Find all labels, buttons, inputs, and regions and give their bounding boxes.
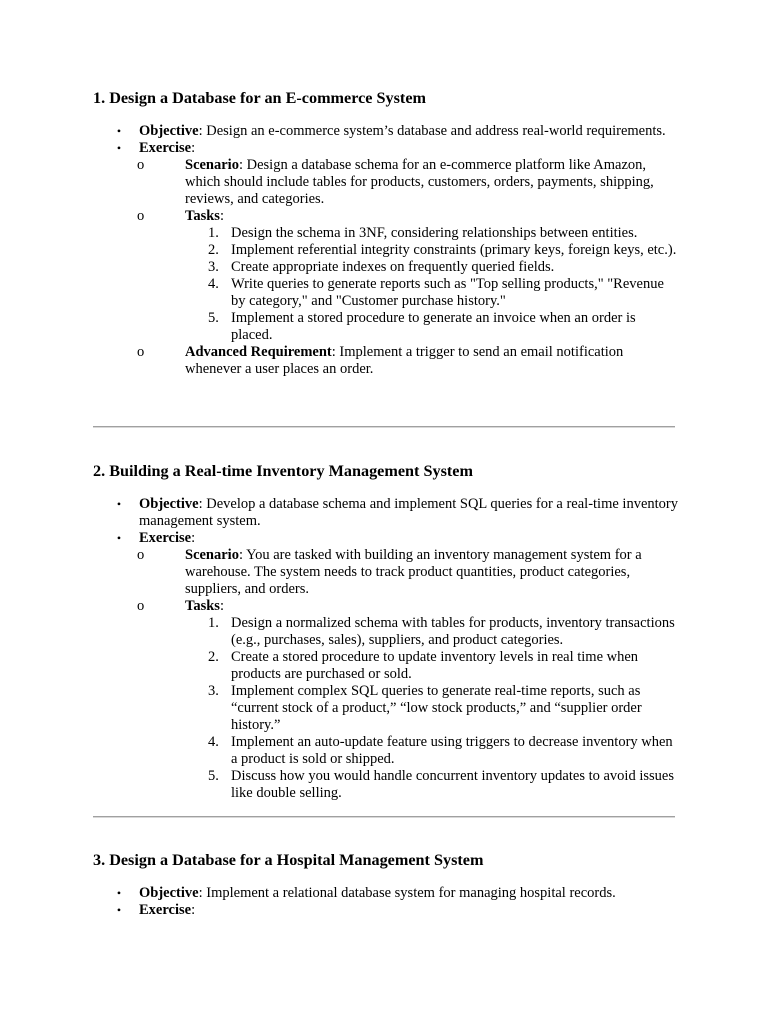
task-item <box>185 242 677 259</box>
list-item <box>138 344 677 378</box>
task-item <box>185 615 677 649</box>
circle-bullet-icon: o <box>137 157 145 173</box>
objective-label: Objective <box>139 123 199 139</box>
objective-label: Objective <box>139 496 199 512</box>
task-number: 3. <box>208 259 219 275</box>
section-1 <box>93 88 678 378</box>
bullet-icon: • <box>116 886 122 900</box>
circle-bullet-icon: o <box>137 208 145 224</box>
section-3 <box>93 850 678 919</box>
tasks-colon: : <box>219 598 224 614</box>
tasks-label: Tasks <box>185 208 220 224</box>
scenario-text: : You are tasked with building an inventory management system for a warehouse. The system needs to track product quantities, product categories, suppliers, and orders. <box>185 547 642 597</box>
advanced-label: Advanced Requirement <box>185 344 332 360</box>
task-number: 3. <box>208 683 219 699</box>
task-item <box>185 649 677 683</box>
task-text: Create a stored procedure to update inventory levels in real time when products are purchased or sold. <box>231 649 639 682</box>
task-item <box>185 259 677 276</box>
advanced-text: : Implement a trigger to send an email notification whenever a user places an order. <box>185 344 624 377</box>
task-number: 4. <box>208 734 219 750</box>
task-item <box>185 683 677 734</box>
task-text: Create appropriate indexes on frequently queried fields. <box>231 259 555 275</box>
tasks-colon: : <box>219 208 224 224</box>
list-item <box>93 140 678 378</box>
list-item <box>138 208 677 344</box>
list-item <box>93 496 678 530</box>
list-item <box>93 123 678 140</box>
task-text: Design a normalized schema with tables for products, inventory transactions (e.g., purchases, sales), suppliers, and product categories. <box>231 615 675 648</box>
exercise-label: Exercise <box>139 902 192 918</box>
bullet-icon: • <box>116 141 122 155</box>
objective-label: Objective <box>139 885 199 901</box>
bullet-icon: • <box>116 903 122 917</box>
objective-text: : Develop a database schema and implement SQL queries for a real-time inventory management system. <box>139 496 678 529</box>
task-text: Write queries to generate reports such as "Top selling products," "Revenue by category," and "Customer purchase history." <box>231 276 664 309</box>
task-number: 1. <box>208 225 219 241</box>
exercise-sublist <box>139 547 678 802</box>
list-item <box>93 530 678 802</box>
section-2 <box>93 461 678 802</box>
task-text: Discuss how you would handle concurrent inventory updates to avoid issues like double selling. <box>231 768 674 801</box>
task-text: Implement a stored procedure to generate an invoice when an order is placed. <box>231 310 636 343</box>
task-number: 5. <box>208 310 219 326</box>
task-text: Implement an auto-update feature using triggers to decrease inventory when a product is sold or shipped. <box>231 734 673 767</box>
section-1-title: 1. Design a Database for an E-commerce System <box>93 89 426 107</box>
task-item <box>185 768 677 802</box>
tasks-list <box>185 615 677 802</box>
section-2-list <box>93 496 678 802</box>
bullet-icon: • <box>116 497 122 511</box>
task-number: 2. <box>208 242 219 258</box>
scenario-text: : Design a database schema for an e-commerce platform like Amazon, which should include tables for products, customers, orders, payments, shipping, reviews, and categories. <box>185 157 654 207</box>
exercise-sublist <box>139 157 678 378</box>
list-item <box>93 885 678 902</box>
objective-text: : Design an e-commerce system’s database and address real-world requirements. <box>198 123 666 139</box>
bullet-icon: • <box>116 124 122 138</box>
task-text: Implement complex SQL queries to generate real-time reports, such as “current stock of a product,” “low stock products,” and “supplier order history.” <box>231 683 642 733</box>
exercise-colon: : <box>191 530 196 546</box>
exercise-label: Exercise <box>139 530 192 546</box>
objective-text: : Implement a relational database system for managing hospital records. <box>198 885 616 901</box>
task-number: 5. <box>208 768 219 784</box>
circle-bullet-icon: o <box>137 598 145 614</box>
section-3-title: 3. Design a Database for a Hospital Management System <box>93 851 484 869</box>
circle-bullet-icon: o <box>137 547 145 563</box>
scenario-label: Scenario <box>185 157 239 173</box>
horizontal-divider <box>93 426 675 428</box>
circle-bullet-icon: o <box>137 344 145 360</box>
tasks-list <box>185 225 677 344</box>
exercise-label: Exercise <box>139 140 192 156</box>
list-item <box>138 598 677 802</box>
task-item <box>185 225 677 242</box>
exercise-colon: : <box>191 140 196 156</box>
exercise-colon: : <box>191 902 196 918</box>
section-1-list <box>93 123 678 378</box>
scenario-label: Scenario <box>185 547 239 563</box>
list-item <box>138 547 677 598</box>
list-item <box>138 157 677 208</box>
task-item <box>185 734 677 768</box>
list-item <box>93 902 678 919</box>
section-2-title: 2. Building a Real-time Inventory Management System <box>93 462 473 480</box>
section-3-list <box>93 885 678 919</box>
tasks-label: Tasks <box>185 598 220 614</box>
task-item <box>185 276 677 310</box>
task-text: Design the schema in 3NF, considering relationships between entities. <box>231 225 638 241</box>
task-text: Implement referential integrity constraints (primary keys, foreign keys, etc.). <box>231 242 677 258</box>
task-number: 1. <box>208 615 219 631</box>
bullet-icon: • <box>116 531 122 545</box>
horizontal-divider <box>93 816 675 818</box>
task-number: 2. <box>208 649 219 665</box>
task-item <box>185 310 677 344</box>
task-number: 4. <box>208 276 219 292</box>
